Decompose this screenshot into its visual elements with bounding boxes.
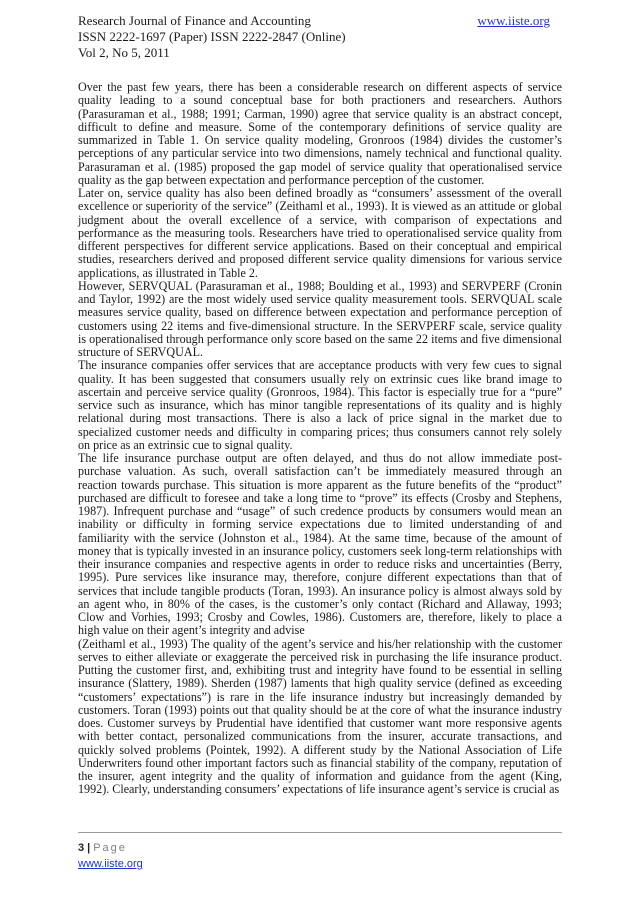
page-label: Page [93,842,127,854]
header-url-link[interactable]: www.iiste.org [477,13,550,28]
paragraph: However, SERVQUAL (Parasuraman et al., 1988; Boulding et al., 1993) and SERVPERF (Cronin and Taylor, 1992) are the most widely used service quality measurement tools. SERVQUAL scale measures service quality, based on difference between expectation and performance perception of customers using 22 items and five-dimensional structure. In the SERVPERF scale, service quality is operationalised through performance only score based on the same 22 items and five dimensional structure of SERVQUAL. [78,278,562,359]
header-row-1 [78,13,562,29]
volume-line: Vol 2, No 5, 2011 [78,45,170,60]
paragraph: The life insurance purchase output are often delayed, and thus do not allow immediate post-purchase valuation. As such, overall satisfaction can’t be immediately measured through an reaction towards purchase. This situation is more apparent as the future benefits of the “product” purchased are difficult to foresee and take a long time to “prove” its effects (Crosby and Stephens, 1987). Infrequent purchase and “usage” of such credence products by consumers would mean an inability or difficulty in forming service expectations due to limited understanding of and familiarity with the service (Johnston et al., 1984). At the same time, because of the amount of money that is typically invested in an insurance policy, customers seek long-term relationships with their insurance companies and respective agents in order to reduce risks and uncertainties (Berry, 1995). Pure services like insurance may, therefore, conjure different expectations than that of services that include tangible products (Toran, 1993). An insurance policy is almost always sold by an agent who, in 80% of the cases, is the customer’s only contact (Richard and Allaway, 1993; Clow and Vorhies, 1993; Crosby and Cowles, 1986). Customers are, therefore, likely to place a high value on their agent’s integrity and advise [78,451,562,638]
issn-line: ISSN 2222-1697 (Paper) ISSN 2222-2847 (Online) [78,29,346,44]
body-text [78,81,562,797]
footer-divider [78,832,562,833]
footer-separator: | [87,842,91,854]
paragraph: (Zeithaml et al., 1993) The quality of the agent’s service and his/her relationship with the customer serves to either alleviate or exaggerate the perceived risk in purchasing the life insurance product. Putting the customer first, and, exhibiting trust and integrity have found to be essential in selling insurance (Slattery, 1989). Sherden (1987) laments that high quality service (defined as exceeding “customers’ expectations”) is rare in the life insurance industry but increasingly demanded by customers. Toran (1993) points out that quality should be at the core of what the insurance industry does. Customer surveys by Prudential have identified that customer want more responsive agents with better contact, personalized communications from the insurer, accurate transactions, and quickly solved problems (Pointek, 1992). A different study by the National Association of Life Underwriters found other important factors such as financial stability of the company, reputation of the insurer, agent integrity and the quality of information and guidance from the agent (King, 1992). Clearly, understanding consumers’ expectations of life insurance agent’s service is crucial as [78,636,562,797]
footer-url-link[interactable]: www.iiste.org [78,858,143,870]
page-footer [78,840,143,872]
page-number: 3 [78,842,85,854]
journal-title: Research Journal of Finance and Accounting [78,13,311,28]
paragraph: Over the past few years, there has been a considerable research on different aspects of service quality leading to a sound conceptual base for both practioners and researchers. Authors (Parasuraman et al., 1988; 1991; Carman, 1990) agree that service quality is an abstract concept, difficult to define and measure. Some of the contemporary definitions of service quality are summarized in Table 1. On service quality modeling, Gronroos (1984) divides the customer’s perceptions of any particular service into two dimensions, namely technical and functional quality. Parasuraman et al. (1985) proposed the gap model of service quality that operationalised service quality as the gap between expectation and performance perception of the customer. [78,80,562,187]
paragraph: Later on, service quality has also been defined broadly as “consumers’ assessment of the overall excellence or superiority of the service” (Zeithaml et al., 1993). It is viewed as an attitude or global judgment about the overall excellence of a service, with comparison of expectations and performance as the measuring tools. Researchers have tried to operationalised service quality from different perspectives for different service applications. Based on their conceptual and empirical studies, researchers derived and proposed different service quality dimensions for various service applications, as illustrated in Table 2. [78,186,562,280]
page-header [78,13,562,61]
paragraph: The insurance companies offer services that are acceptance products with very few cues to signal quality. It has been suggested that consumers usually rely on extrinsic cues like brand image to ascertain and perceive service quality (Gronroos, 1984). This factor is especially true for a “pure” service such as insurance, which has minor tangible representations of its quality and is highly relational during most transactions. There is also a lack of price signal in the market due to specialized customer needs and difficulty in comparing prices; thus consumers cannot rely solely on price as an extrinsic cue to signal quality. [78,358,562,452]
